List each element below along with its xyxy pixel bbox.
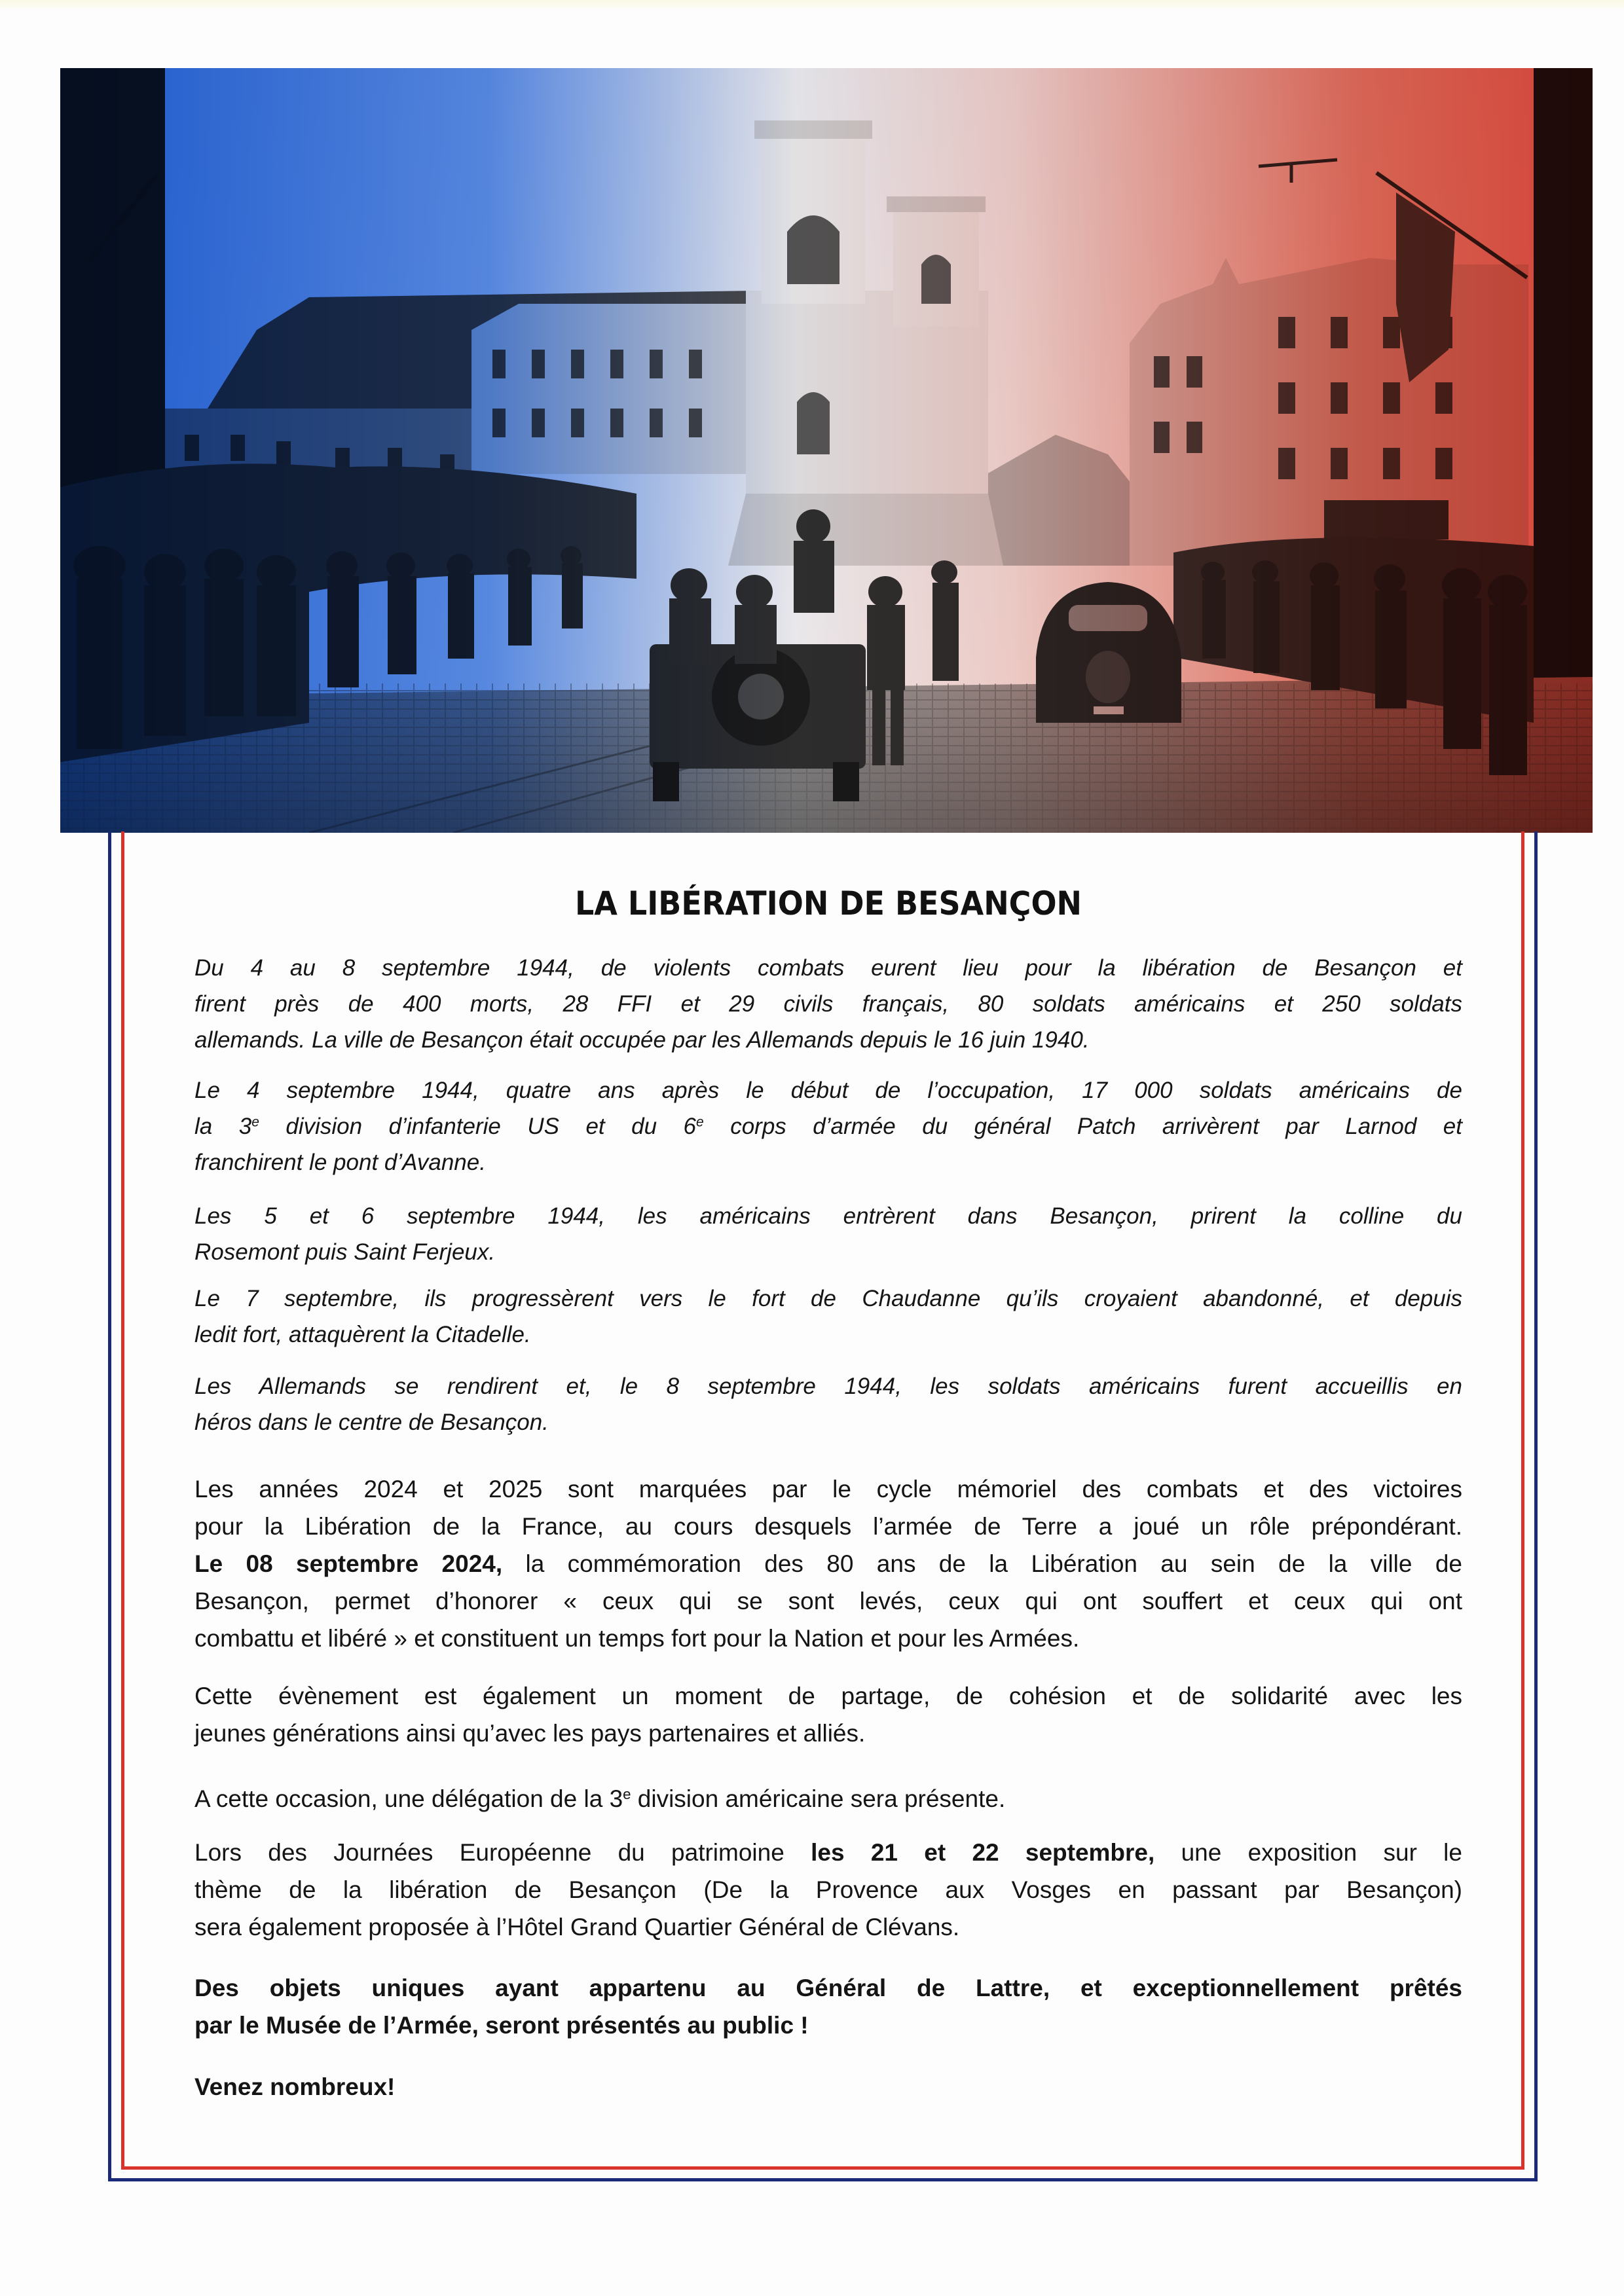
text-line xyxy=(194,2068,1462,2105)
ordinal-superscript: e xyxy=(623,1785,631,1802)
text-line xyxy=(194,1022,1462,1058)
text-line xyxy=(194,1072,1462,1108)
text-line xyxy=(194,1108,1462,1144)
history-paragraph xyxy=(194,1281,1462,1353)
text-line xyxy=(194,1404,1462,1440)
announcement-paragraph xyxy=(194,1780,1462,1817)
announcement-paragraph xyxy=(194,2068,1462,2105)
text-line xyxy=(194,986,1462,1022)
text-line xyxy=(194,1834,1462,1871)
text-line xyxy=(194,1969,1462,2007)
text-run: Les années 2024 et 2025 sont marquées par le cycle mémoriel des combats et des victoires xyxy=(194,1476,1462,1503)
bold-text: les 21 et 22 septembre, xyxy=(811,1839,1155,1866)
text-line xyxy=(194,1871,1462,1908)
text-run: une exposition sur le xyxy=(1154,1839,1462,1866)
text-run: Les Allemands se rendirent et, le 8 septembre 1944, les soldats américains furent accueillis en xyxy=(194,1374,1462,1399)
text-line xyxy=(194,1470,1462,1508)
text-line xyxy=(194,1198,1462,1234)
text-line xyxy=(194,1715,1462,1752)
bold-text: Des objets uniques ayant appartenu au Général de Lattre, et exceptionnellement prêtés xyxy=(194,1975,1462,2001)
text-line xyxy=(194,1368,1462,1404)
history-paragraph xyxy=(194,1072,1462,1180)
text-run: Rosemont puis Saint Ferjeux. xyxy=(194,1239,496,1265)
text-run: division d’infanterie US et du 6 xyxy=(259,1114,697,1139)
text-run: Le 7 septembre, ils progressèrent vers le fort de Chaudanne qu’ils croyaient abandonné, et depuis xyxy=(194,1286,1462,1311)
text-run: A cette occasion, une délégation de la 3 xyxy=(194,1785,623,1812)
ordinal-superscript: e xyxy=(251,1114,259,1130)
announcement-paragraph xyxy=(194,1470,1462,1657)
text-run: franchirent le pont d’Avanne. xyxy=(194,1150,486,1175)
frame-line-red-bottom xyxy=(121,2166,1524,2170)
frame-line-red-left xyxy=(121,831,124,2170)
text-line xyxy=(194,950,1462,986)
text-run: allemands. La ville de Besançon était occupée par les Allemands depuis le 16 juin 1940. xyxy=(194,1027,1090,1053)
text-run: corps d’armée du général Patch arrivèrent par Larnod et xyxy=(703,1114,1462,1139)
text-line xyxy=(194,1234,1462,1270)
bold-text: Le 08 septembre 2024, xyxy=(194,1550,503,1577)
text-line xyxy=(194,1144,1462,1180)
photo-scene xyxy=(60,68,1593,833)
announcement-paragraph xyxy=(194,1834,1462,1946)
history-paragraph xyxy=(194,950,1462,1058)
text-run: Les 5 et 6 septembre 1944, les américains entrèrent dans Besançon, prirent la colline du xyxy=(194,1203,1462,1229)
text-run: la 3 xyxy=(194,1114,252,1139)
text-run: héros dans le centre de Besançon. xyxy=(194,1410,549,1435)
announcement-paragraph xyxy=(194,1677,1462,1752)
text-run: Besançon, permet d’honorer « ceux qui se sont levés, ceux qui ont souffert et ceux qui ont xyxy=(194,1588,1462,1614)
text-run: Le 4 septembre 1944, quatre ans après le début de l’occupation, 17 000 soldats américains de xyxy=(194,1078,1462,1103)
frame-line-blue-right xyxy=(1534,831,1538,2181)
text-run: sera également proposée à l’Hôtel Grand Quartier Général de Clévans. xyxy=(194,1914,960,1941)
text-run: Lors des Journées Européenne du patrimoine xyxy=(194,1839,811,1866)
text-line xyxy=(194,2007,1462,2044)
page-title: LA LIBÉRATION DE BESANÇON xyxy=(574,884,1082,922)
header-photo xyxy=(60,68,1593,833)
text-run: division américaine sera présente. xyxy=(631,1785,1006,1812)
text-line xyxy=(194,1780,1462,1817)
text-line xyxy=(194,1508,1462,1545)
text-line xyxy=(194,1582,1462,1620)
text-run: la commémoration des 80 ans de la Libération au sein de la ville de xyxy=(502,1550,1462,1577)
text-run: thème de la libération de Besançon (De la Provence aux Vosges en passant par Besançon) xyxy=(194,1876,1462,1903)
text-run: jeunes générations ainsi qu’avec les pays partenaires et alliés. xyxy=(194,1720,866,1747)
bold-text: par le Musée de l’Armée, seront présentés au public ! xyxy=(194,2012,809,2039)
text-run: combattu et libéré » et constituent un temps fort pour la Nation et pour les Armées. xyxy=(194,1625,1080,1652)
announcement-paragraph xyxy=(194,1969,1462,2044)
frame-line-blue-bottom xyxy=(108,2178,1538,2181)
text-run: firent près de 400 morts, 28 FFI et 29 civils français, 80 soldats américains et 250 soldats xyxy=(194,991,1462,1017)
frame-line-blue-left xyxy=(108,831,111,2181)
tricolour-tint xyxy=(60,68,1593,833)
text-line xyxy=(194,1620,1462,1657)
frame-line-red-right xyxy=(1521,831,1524,2170)
text-run: Du 4 au 8 septembre 1944, de violents combats eurent lieu pour la libération de Besançon et xyxy=(194,955,1462,981)
history-paragraph xyxy=(194,1198,1462,1270)
scan-edge-artifact xyxy=(0,0,1624,10)
text-run: Cette évènement est également un moment de partage, de cohésion et de solidarité avec les xyxy=(194,1683,1462,1709)
bold-text: Venez nombreux! xyxy=(194,2073,396,2100)
text-line xyxy=(194,1677,1462,1715)
ordinal-superscript: e xyxy=(696,1114,704,1130)
history-paragraph xyxy=(194,1368,1462,1440)
text-line xyxy=(194,1908,1462,1946)
text-run: pour la Libération de la France, au cours desquels l’armée de Terre a joué un rôle prépondérant. xyxy=(194,1513,1462,1540)
text-line xyxy=(194,1281,1462,1317)
text-run: ledit fort, attaquèrent la Citadelle. xyxy=(194,1322,531,1347)
text-line xyxy=(194,1545,1462,1582)
text-line xyxy=(194,1317,1462,1353)
